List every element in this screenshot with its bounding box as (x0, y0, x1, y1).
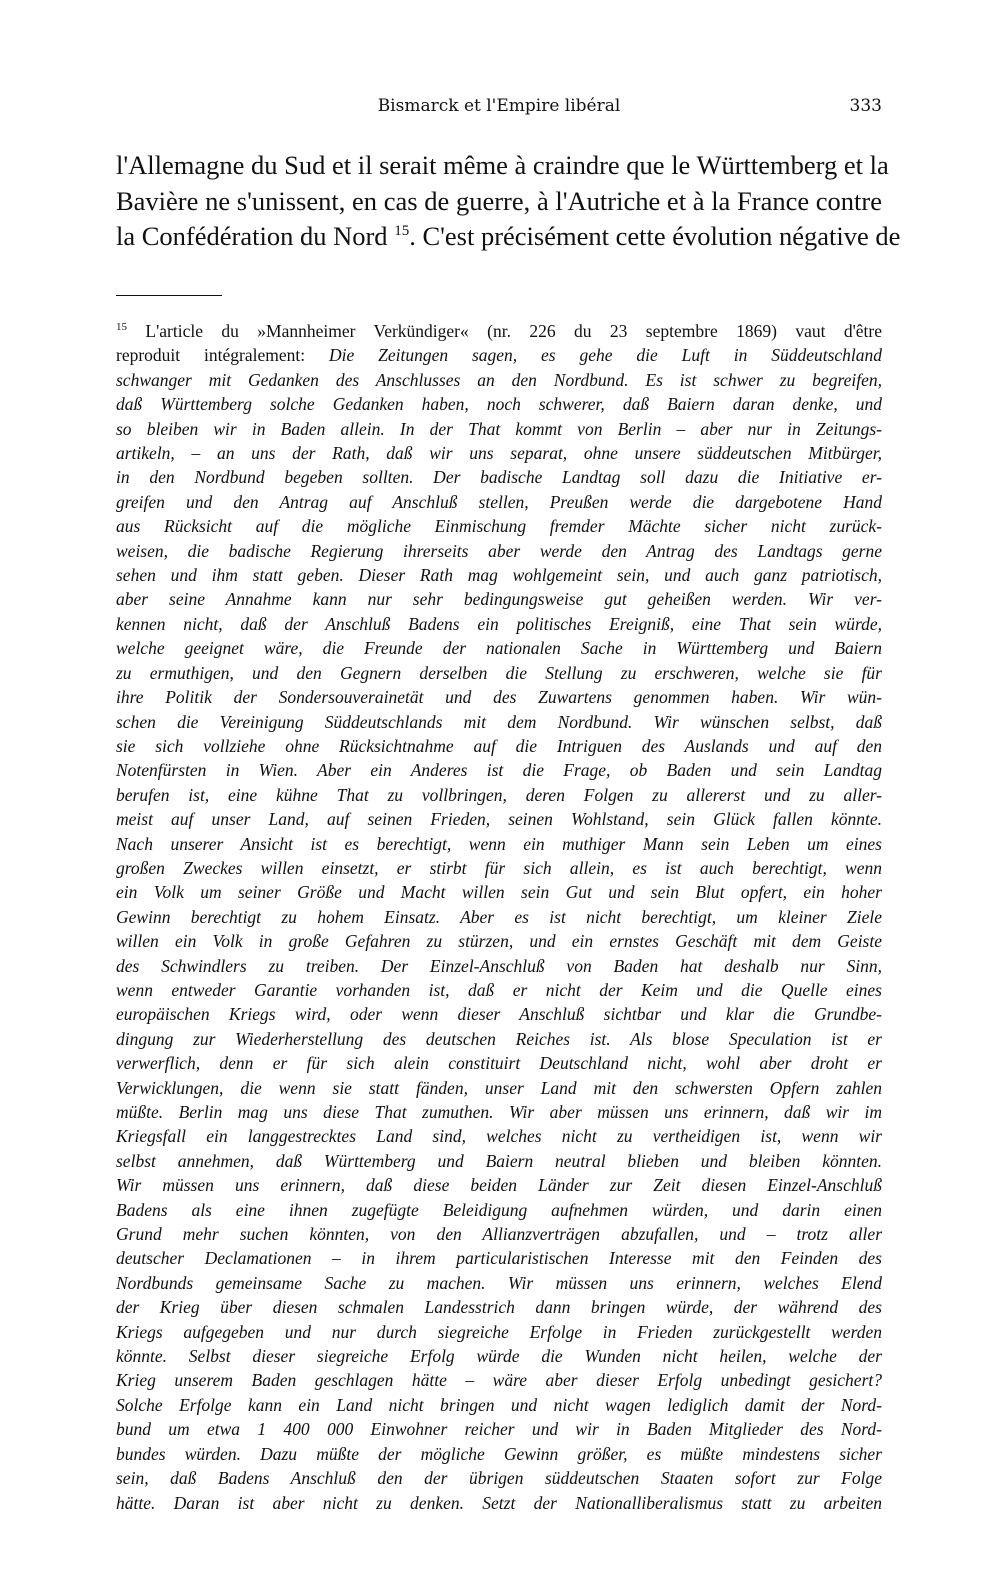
footnote-line: ein Volk um seiner Größe und Macht willen sein Gut und sein Blut opfert, ein hoher (116, 882, 882, 903)
footnote-line: in den Nordbund begeben sollten. Der badische Landtag soll dazu die Initiative er- (116, 467, 882, 488)
footnote-line: Gewinn berechtigt zu hohem Einsatz. Aber es ist nicht berechtigt, um kleiner Ziele (116, 906, 882, 927)
running-header-title: Bismarck et l'Empire libéral (377, 96, 621, 116)
footnote-line: bund um etwa 1 400 000 Einwohner reicher und wir in Baden Mitglieder des Nord- (116, 1419, 882, 1440)
footnote-line-italic: Die Zeitungen sagen, es gehe die Luft in Süddeutschland (328, 345, 883, 366)
running-header (116, 92, 882, 122)
footnote-reference: 15 (394, 223, 410, 240)
page-number: 333 (849, 96, 882, 116)
footnote-line: der Krieg über diesen schmalen Landesstrich dann bringen würde, der während des (116, 1297, 882, 1318)
footnote-line: müßte. Berlin mag uns diese That zumuthen. Wir aber müssen uns erinnern, daß wir im (116, 1102, 882, 1122)
footnote-line: schwanger mit Gedanken des Anschlusses an den Nordbund. Es ist schwer zu begreifen, (116, 369, 882, 390)
footnote-line: Notenfürsten in Wien. Aber ein Anderes ist die Frage, ob Baden und sein Landtag (116, 760, 882, 781)
footnote-line: hätte. Daran ist aber nicht zu denken. Setzt der Nationalliberalismus statt zu arbeiten (116, 1492, 882, 1513)
footnote-line: kennen nicht, daß der Anschluß Badens ein politisches Ereigniß, eine That sein würde, (116, 613, 882, 634)
body-line-tail: . C'est précisément cette évolution négative de (409, 221, 901, 251)
footnote-number: 15 (116, 321, 127, 334)
footnote-line-upright: reproduit intégralement: (116, 345, 329, 366)
footnote-line: des Schwindlers zu treiben. Der Einzel-Anschluß von Baden hat deshalb nur Sinn, (116, 955, 882, 976)
footnote-line: Solche Erfolge kann ein Land nicht bringen und nicht wagen lediglich damit der Nord- (116, 1394, 882, 1415)
footnote-line: sehen und ihm statt geben. Dieser Rath mag wohlgemeint sein, und auch ganz patriotisch, (116, 565, 882, 586)
body-line: Bavière ne s'unissent, en cas de guerre, à l'Autriche et à la France contre (116, 185, 882, 216)
footnote-line: Grund mehr suchen könnten, von den Allianzverträgen abzufallen, und – trotz aller (116, 1224, 882, 1245)
footnote-line: europäischen Kriegs wird, oder wenn dieser Anschluß sichtbar und klar die Grundbe- (116, 1004, 882, 1025)
footnote-line: so bleiben wir in Baden allein. In der That kommt von Berlin – aber nur in Zeitungs- (116, 418, 882, 439)
footnote-line: Krieg unserem Baden geschlagen hätte – wäre aber dieser Erfolg unbedingt gesichert? (116, 1370, 882, 1391)
body-line-text: la Confédération du Nord (116, 221, 388, 251)
footnote-separator (116, 295, 222, 296)
footnote-intro: L'article du »Mannheimer Verkündiger« (nr. 226 du 23 septembre 1869) vaut d'être (145, 321, 882, 341)
footnote-line: greifen und den Antrag auf Anschluß stellen, Preußen werde die dargebotene Hand (116, 491, 882, 512)
footnote-line: meist auf unser Land, auf seinen Frieden, seinen Wohlstand, sein Glück fallen könnte. (116, 809, 882, 830)
footnote-line: Kriegs aufgegeben und nur durch siegreiche Erfolge in Frieden zurückgestellt werden (116, 1321, 882, 1342)
footnote-line (116, 343, 882, 367)
body-line: l'Allemagne du Sud et il serait même à craindre que le Württemberg et la (116, 150, 889, 180)
body-text (116, 148, 901, 255)
footnote-line: artikeln, – an uns der Rath, daß wir uns separat, ohne unsere süddeutschen Mitbürger, (116, 443, 882, 464)
footnote-line: bundes würden. Dazu müßte der mögliche Gewinn größer, es müßte mindestens sicher (116, 1443, 882, 1464)
footnote-line: aber seine Annahme kann nur sehr bedingungsweise gut geheißen werden. Wir ver- (116, 589, 882, 610)
footnote-line: könnte. Selbst dieser siegreiche Erfolg würde die Wunden nicht heilen, welche der (116, 1346, 882, 1367)
footnote-line: Wir müssen uns erinnern, daß diese beiden Länder zur Zeit diesen Einzel-Anschluß (116, 1175, 882, 1196)
footnote-line: daß Württemberg solche Gedanken haben, noch schwerer, daß Baiern daran denke, und (116, 394, 882, 415)
footnote-line: großen Zweckes willen einsetzt, er stirbt für sich allein, es ist auch berechtigt, wenn (116, 857, 882, 878)
footnote-line: Nordbunds gemeinsame Sache zu machen. Wir müssen uns erinnern, welches Elend (116, 1272, 882, 1293)
footnote-line: dingung zur Wiederherstellung des deutschen Reiches ist. Als blose Speculation ist er (116, 1028, 882, 1049)
footnote-line (116, 319, 882, 343)
footnote-line: weisen, die badische Regierung ihrerseits aber werde den Antrag des Landtags gerne (116, 540, 882, 561)
footnote-line: Verwicklungen, die wenn sie statt fänden, unser Land mit den schwersten Opfern zahlen (116, 1077, 882, 1098)
footnote-line: Nach unserer Ansicht ist es berechtigt, wenn ein muthiger Mann sein Leben um eines (116, 833, 882, 854)
footnote-line: verwerflich, denn er für sich alein constituirt Deutschland nicht, wohl aber droht er (116, 1053, 882, 1074)
footnote-line: aus Rücksicht auf die mögliche Einmischung fremder Mächte sicher nicht zurück- (116, 516, 882, 537)
footnote-line: deutscher Declamationen – in ihrem particularistischen Interesse mit den Feinden des (116, 1248, 882, 1269)
footnote-line: welche geeignet wäre, die Freunde der nationalen Sache in Württemberg und Baiern (116, 638, 882, 659)
footnote-line: Kriegsfall ein langgestrecktes Land sind, welches nicht zu vertheidigen ist, wenn wir (116, 1126, 882, 1147)
footnote (116, 319, 882, 1515)
footnote-line: Badens als eine ihnen zugefügte Beleidigung aufnehmen würden, und darin einen (116, 1199, 882, 1220)
footnote-line: sein, daß Badens Anschluß den der übrigen süddeutschen Staaten sofort zur Folge (116, 1468, 882, 1489)
footnote-line: berufen ist, eine kühne That zu vollbringen, deren Folgen zu allererst und zu aller- (116, 784, 882, 805)
footnote-line: schen die Vereinigung Süddeutschlands mit dem Nordbund. Wir wünschen selbst, daß (116, 711, 882, 732)
body-line (116, 219, 901, 255)
footnote-line: zu ermuthigen, und den Gegnern derselben die Stellung zu erschweren, welche sie für (116, 662, 882, 683)
footnote-line: ihre Politik der Sondersouverainetät und des Zuwartens genommen haben. Wir wün- (116, 687, 882, 708)
footnote-line: selbst annehmen, daß Württemberg und Baiern neutral blieben und bleiben könnten. (116, 1150, 882, 1171)
footnote-line: wenn entweder Garantie vorhanden ist, daß er nicht der Keim und die Quelle eines (116, 979, 882, 1000)
footnote-line: willen ein Volk in große Gefahren zu stürzen, und ein ernstes Geschäft mit dem Geiste (116, 931, 882, 952)
footnote-line: sie sich vollziehe ohne Rücksichtnahme auf die Intriguen des Auslands und auf den (116, 735, 882, 756)
